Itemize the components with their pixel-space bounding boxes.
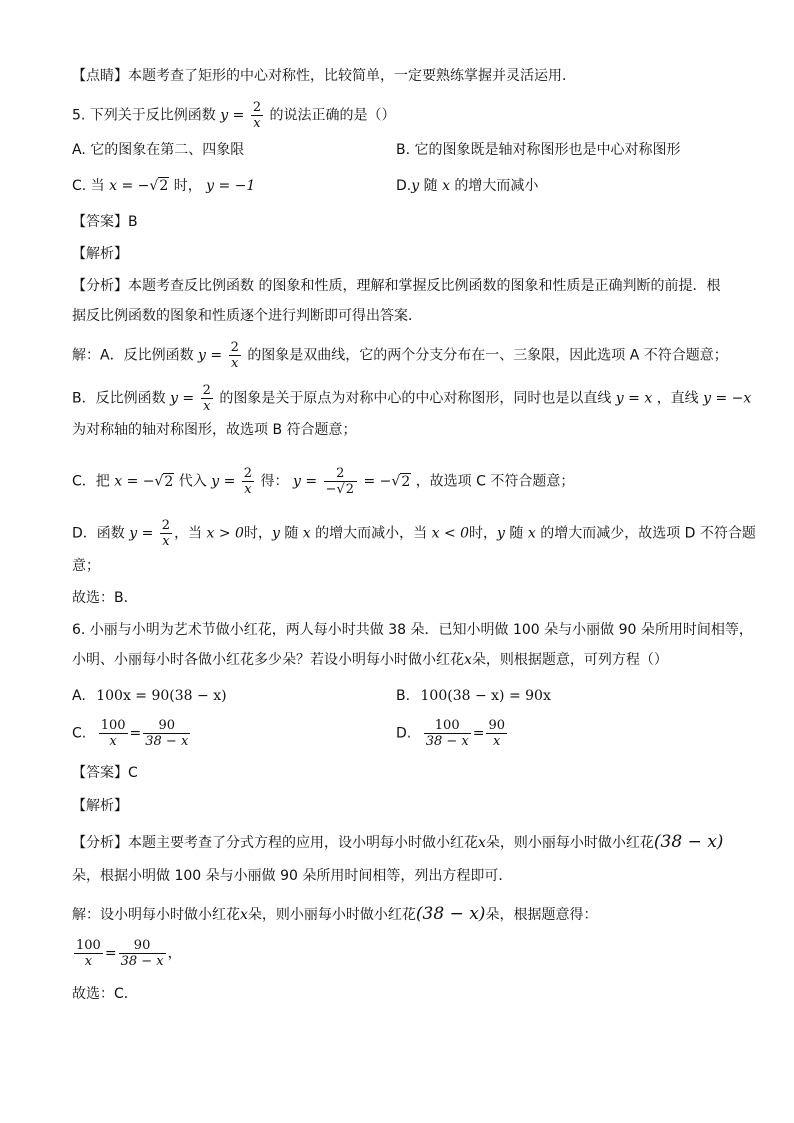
- q5-solution-b-cont: 为对称轴的轴对称图形，故选项 B 符合题意；: [72, 422, 357, 438]
- q5-option-d: [396, 176, 538, 196]
- q6-fenxi1-mid: 朵，则小丽每小时做小红花: [485, 835, 654, 851]
- q5-sol-d-cond1: x > 0: [206, 525, 244, 542]
- q6-stem-line1: 6. 小丽与小明为艺术节做小红花，两人每小时共做 38 朵．已知小明做 100 朵与小丽做 90 朵所用时间相等，: [72, 622, 753, 638]
- q5-option-b: B. 它的图象既是轴对称图形也是中心对称图形: [396, 142, 681, 158]
- q5-option-c-y: y = −1: [206, 178, 256, 194]
- q6-solution: [72, 904, 597, 925]
- q5-sol-d-p7: 的增大而减少，故选项 D 不符合题: [540, 525, 756, 542]
- q6-eq-frac2: [119, 938, 166, 969]
- q6-stem2-pre: 小明、小丽每小时各做小红花多少朵？若设小明每小时做小红花: [72, 652, 464, 668]
- q5-sol-a-den: x: [231, 356, 239, 371]
- q5-sol-d-den: x: [162, 534, 170, 549]
- q5-sol-b-line2-expr: y = −x: [703, 390, 752, 407]
- q5-sol-d-p1: ，当: [174, 525, 203, 542]
- q6-sol-pre: 解：设小明每小时做小红花: [72, 907, 240, 923]
- q6-eq-tail: ，: [167, 945, 182, 962]
- dianjing-note: 【点睛】本题考查了矩形的中心对称性，比较简单，一定要熟练掌握并灵活运用．: [72, 68, 576, 84]
- q6-option-b-expr: 100(38 − x) = 90x: [420, 688, 551, 704]
- q6-sol-x: x: [240, 907, 248, 923]
- q6-eq-n2: 90: [119, 938, 166, 954]
- q5-sol-c-y: y =: [292, 473, 318, 490]
- q6-fenxi-line2: 朵，根据小明做 100 朵与小丽做 90 朵所用时间相等，列出方程即可．: [72, 868, 513, 884]
- q5-stem-post: 的说法正确的是（）: [269, 107, 396, 124]
- q5-sol-d-p5: 时，: [469, 525, 498, 542]
- q5-sol-c-res: = −: [363, 473, 392, 490]
- q6-option-c-n2: 90: [143, 718, 190, 734]
- q6-option-b-label: B.: [396, 688, 411, 704]
- q6-stem-line2: [72, 650, 668, 670]
- q6-fenxi1-pre: 【分析】本题主要考查了分式方程的应用，设小明每小时做小红花: [72, 835, 478, 851]
- q5-sol-c-fraction: [324, 466, 357, 497]
- q6-choose: 故选：C．: [72, 986, 138, 1002]
- q6-option-d-label: D.: [396, 725, 412, 742]
- q6-stem2-x: x: [464, 652, 472, 668]
- q5-option-c-pre: C. 当: [72, 178, 105, 194]
- q6-option-d-frac2: [486, 718, 507, 749]
- q6-option-d-d1: 38 − x: [425, 734, 469, 749]
- q5-sol-d-p4: 的增大而减小，当: [315, 525, 428, 542]
- q6-option-d-n2: 90: [488, 718, 505, 733]
- q6-option-a-expr: 100x = 90(38 − x): [96, 688, 227, 704]
- q6-answer: 【答案】C: [72, 765, 138, 781]
- q5-option-d-post: 的增大而减小: [454, 178, 539, 194]
- q5-fn-lhs: y =: [220, 107, 245, 124]
- q5-sol-c-pre: C．把: [72, 473, 110, 490]
- q6-sol-post: 朵，根据题意得：: [485, 907, 598, 923]
- q6-option-d-n1: 100: [424, 718, 471, 734]
- q5-solution-c: [72, 466, 574, 497]
- q6-equation: $\frac{100}{x}$ = $\frac{90}{38 - x}$ ，: [76, 938, 182, 969]
- q5-sol-c-fn-num: 2: [243, 466, 253, 481]
- q6-option-a: [72, 686, 227, 706]
- q5-sol-c-num: 2: [324, 466, 357, 482]
- q5-sol-c-den-minus: −: [325, 482, 337, 497]
- q5-option-d-pre: D.: [396, 178, 412, 194]
- q6-option-d-frac1: [424, 718, 471, 749]
- q5-sol-a-num: 2: [230, 340, 239, 355]
- q5-sol-d-cond2: x < 0: [431, 525, 470, 542]
- q5-solution-d-cont: 意；: [72, 558, 100, 574]
- q6-option-c-frac2: [143, 718, 190, 749]
- q5-stem: [72, 100, 396, 131]
- q6-eq-d2: 38 − x: [120, 954, 164, 969]
- q5-sol-b-num: 2: [202, 383, 211, 398]
- q6-option-b: [396, 686, 551, 706]
- q5-sol-d-p6: 随: [509, 525, 524, 542]
- q5-sol-d-x1: x: [302, 525, 311, 542]
- q6-sol-mid: 朵，则小丽每小时做小红花: [247, 907, 416, 923]
- q6-fenxi-line1: [72, 832, 723, 853]
- q5-fn-fraction: [251, 100, 263, 131]
- q6-option-c-frac1: [99, 718, 128, 749]
- q6-option-c-d2: 38 − x: [145, 734, 189, 749]
- q6-option-d: D. $\frac{100}{38 - x}$ = $\frac{90}{x}$: [396, 718, 505, 749]
- q5-stem-pre: 5. 下列关于反比例函数: [72, 107, 216, 124]
- q5-sol-c-den-rad: 2: [345, 482, 355, 497]
- q6-option-c: C. $\frac{100}{x}$ = $\frac{90}{38 - x}$: [72, 718, 189, 749]
- q5-sol-d-lhs: y =: [129, 525, 154, 542]
- q5-sol-c-res-sqrt: √2: [391, 473, 411, 490]
- q5-option-d-mid: 随: [423, 178, 438, 194]
- q6-option-d-d2: x: [493, 734, 501, 749]
- q5-sol-d-y1: y: [271, 525, 280, 542]
- q5-fn-num: 2: [252, 100, 262, 115]
- q6-eq-d1: x: [84, 954, 93, 969]
- q5-sol-c-x: x = −: [114, 473, 155, 490]
- q6-fenxi1-x: x: [478, 835, 486, 851]
- q5-sol-c-fn-fraction: [242, 466, 254, 497]
- q5-sol-b-den: x: [203, 399, 211, 414]
- q5-solution-b: [72, 383, 751, 414]
- q6-eq-frac1: [74, 938, 103, 969]
- q6-option-c-d1: x: [109, 734, 117, 749]
- q5-sol-c-fn-lhs: y =: [211, 473, 236, 490]
- q5-sol-c-den-sqrt: √2: [336, 482, 355, 497]
- q5-fenxi-line1: 【分析】本题考查反比例函数 的图象和性质，理解和掌握反比例函数的图象和性质是正确判断的前提．根: [72, 278, 721, 294]
- q5-option-c-mid: 时，: [173, 178, 202, 194]
- q5-sol-c-res-rad: 2: [401, 473, 411, 490]
- q6-option-c-label: C.: [72, 725, 87, 742]
- q5-sol-a-pre: 解：A．反比例函数: [72, 347, 194, 364]
- q5-option-c-sqrt: √2: [149, 178, 169, 194]
- q5-sol-c-post: ，故选项 C 不符合题意；: [415, 473, 575, 490]
- q5-option-d-x: x: [442, 178, 450, 194]
- q5-sol-b-fraction: [201, 383, 213, 414]
- q6-option-a-label: A.: [72, 688, 86, 704]
- q5-answer: 【答案】B: [72, 214, 138, 230]
- q5-solution-a: [72, 340, 728, 371]
- q5-sol-d-p2: 时，: [243, 525, 272, 542]
- q5-sol-b-mid2: ，直线: [656, 390, 699, 407]
- q5-sol-b-pre: B．反比例函数: [72, 390, 166, 407]
- q6-fenxi1-expr: (38 − x): [653, 832, 724, 852]
- q5-sol-d-p3: 随: [284, 525, 299, 542]
- q5-jiexi: 【解析】: [72, 246, 128, 262]
- q6-option-c-n1: 100: [100, 718, 126, 733]
- q5-sol-c-rad: 2: [164, 473, 174, 490]
- q5-option-c-x: x = −: [109, 178, 150, 194]
- q5-sol-a-lhs: y =: [198, 347, 223, 364]
- q5-sol-c-den: [324, 482, 357, 497]
- q5-sol-d-num: 2: [161, 518, 171, 533]
- q6-sol-expr: (38 − x): [415, 904, 486, 924]
- q6-eq-n1: 100: [76, 938, 101, 953]
- q5-fenxi-line2: 据反比例函数的图象和性质逐个进行判断即可得出答案．: [72, 308, 422, 324]
- q6-stem2-post: 朵，则根据题意，可列方程（）: [471, 652, 668, 668]
- q5-sol-a-fraction: [229, 340, 241, 371]
- q5-option-c-rad: 2: [159, 178, 169, 194]
- q5-sol-d-y2: y: [497, 525, 505, 542]
- q5-sol-a-post: 的图象是双曲线，它的两个分支分布在一、三象限，因此选项 A 不符合题意；: [247, 347, 728, 364]
- q5-sol-c-sqrt: √2: [154, 473, 174, 490]
- q5-sol-c-fn-den: x: [244, 482, 252, 497]
- q5-sol-b-line1: y = x: [615, 390, 653, 407]
- q5-sol-d-fraction: [160, 518, 172, 549]
- q6-jiexi: 【解析】: [72, 798, 128, 814]
- q5-solution-d: [72, 518, 756, 549]
- q5-choose: 故选：B．: [72, 590, 138, 606]
- q5-sol-d-pre: D．函数: [72, 525, 125, 542]
- q5-option-d-y: y: [411, 178, 420, 194]
- q5-sol-b-mid: 的图象是关于原点为对称中心的中心对称图形，同时也是以直线: [219, 390, 612, 407]
- q5-option-a: A. 它的图象在第二、四象限: [72, 142, 245, 158]
- q5-sol-c-mid: 代入: [178, 473, 207, 490]
- q5-option-c: [72, 176, 255, 196]
- q5-sol-d-x2: x: [527, 525, 536, 542]
- q5-fn-den: x: [253, 116, 261, 131]
- q5-sol-c-mid2: 得：: [260, 473, 289, 490]
- q5-sol-b-lhs: y =: [170, 390, 195, 407]
